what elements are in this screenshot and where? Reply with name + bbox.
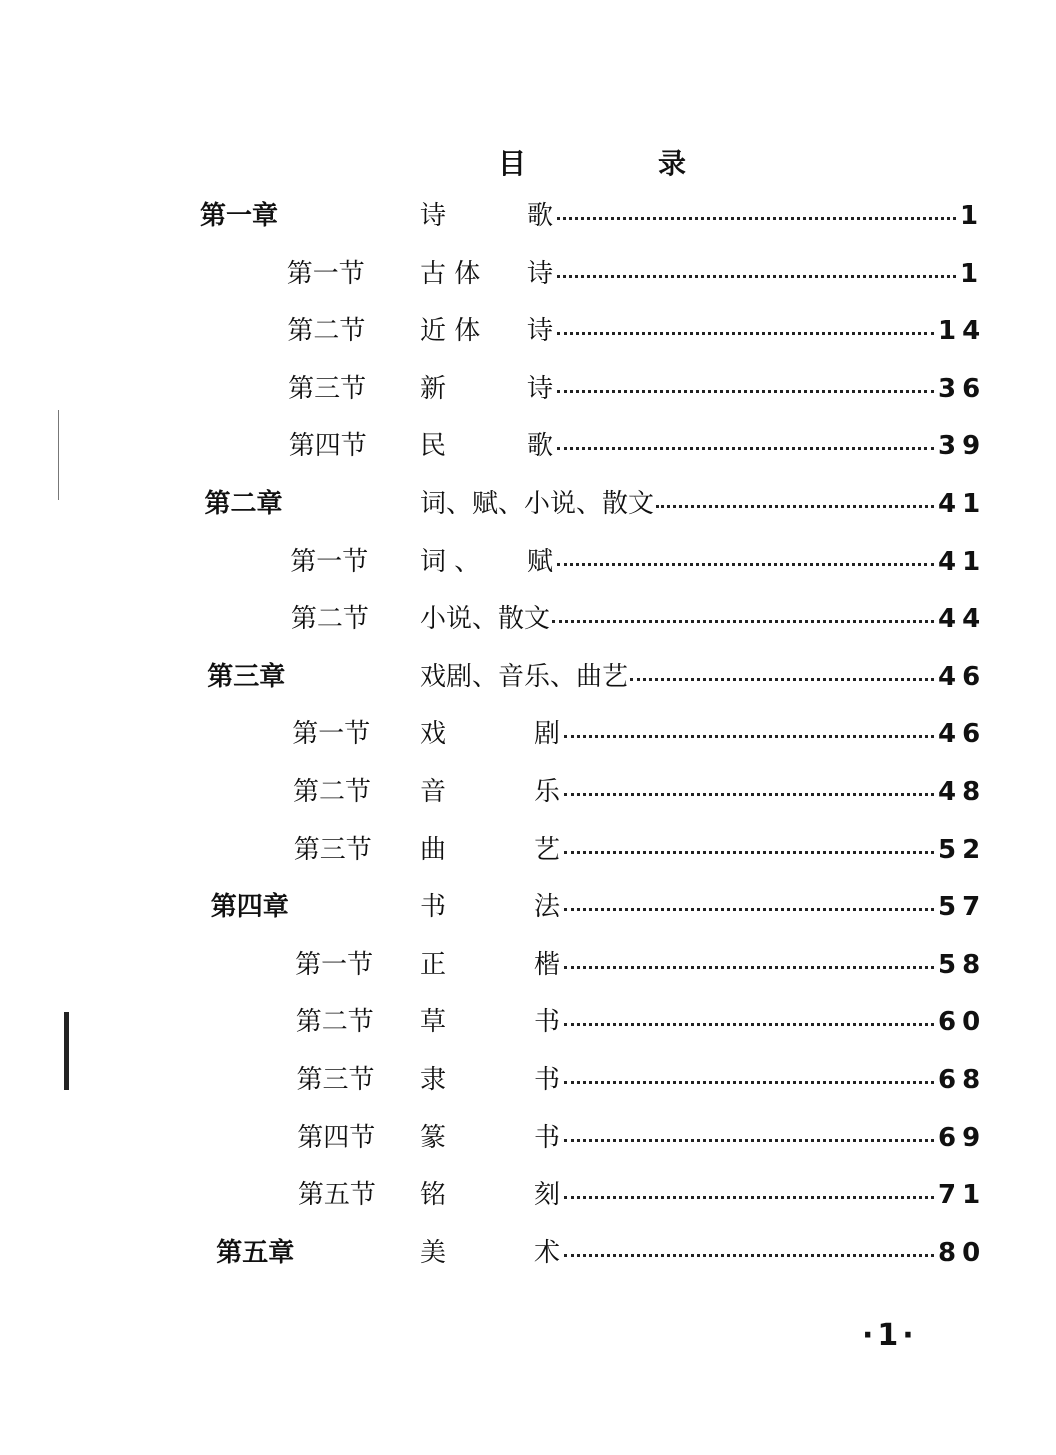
dot-leader xyxy=(656,505,934,508)
dot-leader xyxy=(564,735,934,738)
dot-leader xyxy=(557,447,934,450)
toc-entry-title-end: 歌 xyxy=(527,201,554,231)
toc-page-number: 80 xyxy=(938,1237,987,1268)
toc-entry-title: 美 xyxy=(420,1237,447,1268)
toc-entry-title: 书 xyxy=(420,892,447,923)
toc-entry-title-end: 楷 xyxy=(534,949,561,980)
toc-section-entry xyxy=(0,1002,1056,1042)
toc-entry-title: 词 、 xyxy=(420,546,481,577)
margin-scan-line xyxy=(58,410,59,500)
toc-section-entry xyxy=(0,599,1056,639)
toc-entry-title: 铭 xyxy=(420,1180,447,1211)
toc-entry-label: 第三节 xyxy=(288,373,367,404)
toc-page-number: 41 xyxy=(938,489,987,519)
toc-entry-label: 第三章 xyxy=(207,661,286,692)
toc-entry-label: 第二章 xyxy=(204,489,283,519)
toc-entry-label: 第四章 xyxy=(210,892,289,923)
toc-section-entry xyxy=(0,542,1056,582)
dot-leader xyxy=(564,1254,934,1257)
toc-entry-title-end: 艺 xyxy=(534,834,561,865)
toc-entry-label: 第二节 xyxy=(287,316,366,347)
toc-entry-title: 古 体 xyxy=(420,258,481,289)
toc-section-entry xyxy=(0,1060,1056,1100)
toc-entry-label: 第二节 xyxy=(290,604,369,635)
toc-entry-label: 第五章 xyxy=(216,1237,295,1268)
toc-entry-title-end: 书 xyxy=(534,1007,561,1038)
toc-section-entry xyxy=(0,254,1056,294)
toc-entry-label: 第三节 xyxy=(296,1065,375,1095)
toc-entry-label: 第四节 xyxy=(288,431,367,462)
toc-entry-label: 第三节 xyxy=(293,834,372,865)
toc-section-entry xyxy=(0,945,1056,985)
toc-entry-title: 隶 xyxy=(420,1065,447,1095)
dot-leader xyxy=(557,332,934,335)
toc-page-number: 36 xyxy=(938,373,987,404)
toc-chapter-entry xyxy=(0,484,1056,524)
toc-entry-title-end: 赋 xyxy=(527,546,554,577)
page-number: ·1· xyxy=(862,1318,918,1353)
dot-leader xyxy=(564,908,934,911)
toc-entry-label: 第一章 xyxy=(200,201,279,231)
toc-section-entry xyxy=(0,830,1056,870)
toc-entry-label: 第一节 xyxy=(292,719,371,750)
toc-chapter-entry xyxy=(0,1233,1056,1273)
toc-section-entry xyxy=(0,772,1056,812)
toc-entry-label: 第二节 xyxy=(293,777,372,807)
toc-entry-title: 音 xyxy=(420,777,447,807)
toc-page-number: 46 xyxy=(938,661,987,692)
dot-leader xyxy=(557,390,934,393)
toc-page-number: 39 xyxy=(938,431,987,462)
toc-entry-label: 第一节 xyxy=(286,258,365,289)
toc-entry-title: 正 xyxy=(420,949,447,980)
toc-entry-label: 第一节 xyxy=(295,949,374,980)
toc-chapter-entry xyxy=(0,657,1056,697)
toc-page-number: 68 xyxy=(938,1065,987,1095)
toc-entry-title-end: 术 xyxy=(534,1237,561,1268)
toc-page-number: 41 xyxy=(938,546,987,577)
toc-entry-title: 戏剧、音乐、曲艺 xyxy=(420,661,629,692)
toc-entry-label: 第五节 xyxy=(297,1180,376,1211)
toc-entry-title: 小说、散文 xyxy=(420,604,551,635)
toc-entry-title: 戏 xyxy=(420,719,447,750)
toc-entry-title-end: 诗 xyxy=(527,316,554,347)
toc-entry-title: 草 xyxy=(420,1007,447,1038)
toc-section-entry xyxy=(0,426,1056,466)
toc-entry-title: 曲 xyxy=(420,834,447,865)
toc-section-entry xyxy=(0,311,1056,351)
toc-entry-title: 诗 xyxy=(420,201,447,231)
toc-entry-title-end: 剧 xyxy=(534,719,561,750)
toc-page-number: 1 xyxy=(960,258,985,289)
toc-chapter-entry xyxy=(0,887,1056,927)
toc-page-number: 71 xyxy=(938,1180,987,1211)
toc-entry-title: 篆 xyxy=(420,1122,447,1153)
dot-leader xyxy=(557,275,956,278)
toc-page-number: 69 xyxy=(938,1122,987,1153)
toc-entry-label: 第二节 xyxy=(295,1007,374,1038)
toc-page-number: 52 xyxy=(938,834,987,865)
toc-entry-title: 近 体 xyxy=(420,316,481,347)
toc-entry-title-end: 书 xyxy=(534,1122,561,1153)
dot-leader xyxy=(557,563,934,566)
page-title-left: 目 xyxy=(498,147,527,180)
toc-page-number: 57 xyxy=(938,892,987,923)
toc-page-number: 46 xyxy=(938,719,987,750)
dot-leader xyxy=(557,217,956,220)
toc-page-number: 58 xyxy=(938,949,987,980)
toc-entry-title-end: 刻 xyxy=(534,1180,561,1211)
toc-entry-title-end: 歌 xyxy=(527,431,554,462)
dot-leader xyxy=(564,793,934,796)
toc-entry-title: 新 xyxy=(420,373,447,404)
page-title-right: 录 xyxy=(658,147,687,180)
toc-page-number: 48 xyxy=(938,777,987,807)
toc-page-number: 44 xyxy=(938,604,987,635)
toc-entry-title-end: 法 xyxy=(534,892,561,923)
dot-leader xyxy=(552,620,934,623)
toc-section-entry xyxy=(0,369,1056,409)
dot-leader xyxy=(564,851,934,854)
dot-leader xyxy=(564,1023,934,1026)
dot-leader xyxy=(564,1196,934,1199)
dot-leader xyxy=(564,966,934,969)
toc-page-number: 1 xyxy=(960,201,985,231)
dot-leader xyxy=(630,678,934,681)
toc-entry-label: 第一节 xyxy=(290,546,369,577)
toc-chapter-entry xyxy=(0,196,1056,236)
toc-entry-title: 词、赋、小说、散文 xyxy=(420,489,655,519)
dot-leader xyxy=(564,1139,934,1142)
toc-page-number: 60 xyxy=(938,1007,987,1038)
toc-page-number: 14 xyxy=(938,316,987,347)
toc-entry-title-end: 乐 xyxy=(534,777,561,807)
toc-entry-title-end: 诗 xyxy=(527,373,554,404)
toc-section-entry xyxy=(0,1118,1056,1158)
toc-entry-title-end: 书 xyxy=(534,1065,561,1095)
margin-scan-mark xyxy=(64,1012,69,1090)
toc-entry-title-end: 诗 xyxy=(527,258,554,289)
toc-entry-title: 民 xyxy=(420,431,447,462)
toc-section-entry xyxy=(0,1175,1056,1215)
toc-entry-label: 第四节 xyxy=(297,1122,376,1153)
toc-section-entry xyxy=(0,714,1056,754)
dot-leader xyxy=(564,1081,934,1084)
